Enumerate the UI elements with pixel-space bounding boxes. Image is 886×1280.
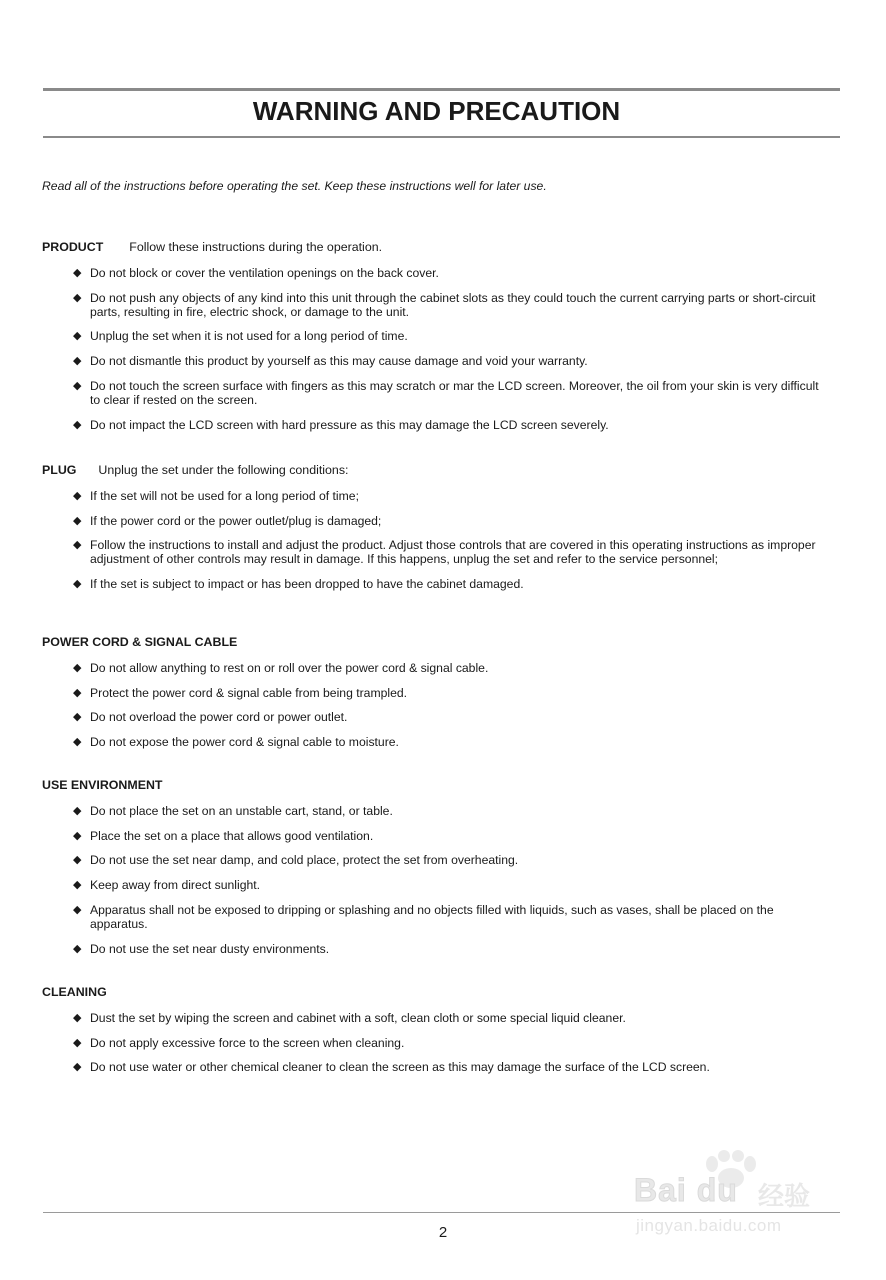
list-item: ◆ Protect the power cord & signal cable from being trampled.: [73, 685, 408, 700]
bullet-list: [42, 489, 822, 591]
diamond-bullet-icon: ◆: [73, 379, 82, 392]
list-item: ◆ If the set is subject to impact or has been dropped to have the cabinet damaged.: [73, 577, 524, 592]
heading-subtitle: Follow these instructions during the operation.: [129, 240, 383, 254]
heading-label: POWER CORD & SIGNAL CABLE: [42, 635, 238, 649]
diamond-bullet-icon: ◆: [73, 829, 82, 842]
diamond-bullet-icon: ◆: [73, 736, 82, 749]
diamond-bullet-icon: ◆: [73, 1036, 82, 1049]
list-item: ◆ Do not block or cover the ventilation openings on the back cover.: [73, 265, 439, 280]
diamond-bullet-icon: ◆: [73, 661, 82, 674]
list-item: ◆ Do not use the set near damp, and cold place, protect the set from overheating.: [73, 853, 519, 868]
list-item: ◆ Place the set on a place that allows good ventilation.: [73, 828, 374, 843]
list-item: ◆ Do not allow anything to rest on or roll over the power cord & signal cable.: [73, 660, 489, 675]
list-item: ◆ Dust the set by wiping the screen and cabinet with a soft, clean cloth or some special liquid cleaner.: [73, 1010, 626, 1025]
list-item: ◆ Unplug the set when it is not used for a long period of time.: [73, 329, 408, 344]
heading-label: USE ENVIRONMENT: [42, 778, 163, 792]
page-title: WARNING AND PRECAUTION: [252, 96, 621, 126]
section-cleaning: [42, 985, 822, 1074]
bullet-list: [42, 266, 822, 432]
list-item: ◆ Keep away from direct sunlight.: [73, 878, 261, 893]
bullet-list: [42, 1011, 822, 1075]
diamond-bullet-icon: ◆: [73, 291, 82, 304]
watermark-cn: 经验: [758, 1181, 811, 1211]
section-heading: [42, 985, 822, 1000]
section-power-cord: [42, 635, 822, 749]
diamond-bullet-icon: ◆: [73, 1061, 82, 1074]
list-item: ◆ Do not dismantle this product by yourself as this may cause damage and void your warranty.: [73, 354, 588, 369]
diamond-bullet-icon: ◆: [73, 539, 82, 552]
watermark-logo: Bai du: [634, 1172, 738, 1208]
diamond-bullet-icon: ◆: [73, 804, 82, 817]
list-item: ◆ Do not overload the power cord or power outlet.: [73, 710, 348, 725]
list-item: ◆ Do not use the set near dusty environments.: [73, 941, 330, 956]
bullet-list: [42, 661, 822, 749]
list-item: ◆ Do not place the set on an unstable cart, stand, or table.: [73, 803, 393, 818]
section-heading: [42, 463, 822, 478]
heading-subtitle: Unplug the set under the following conditions:: [98, 463, 349, 477]
list-item: ◆ Do not expose the power cord & signal cable to moisture.: [73, 735, 399, 750]
list-item: ◆ Do not push any objects of any kind into this unit through the cabinet slots as they could touch the current carrying parts or short-circuit parts, resulting in fire, electric shock, or damage to the unit.: [73, 290, 816, 319]
diamond-bullet-icon: ◆: [73, 514, 82, 527]
diamond-bullet-icon: ◆: [73, 330, 82, 343]
diamond-bullet-icon: ◆: [73, 578, 82, 591]
list-item: ◆ Do not impact the LCD screen with hard pressure as this may damage the LCD screen severely.: [73, 417, 609, 432]
list-item: ◆ Do not use water or other chemical cleaner to clean the screen as this may damage the surface of the LCD screen.: [73, 1060, 710, 1075]
intro-text: Read all of the instructions before operating the set. Keep these instructions well for later use.: [42, 179, 547, 193]
list-item: ◆ Do not apply excessive force to the screen when cleaning.: [73, 1035, 405, 1050]
list-item: ◆ If the power cord or the power outlet/plug is damaged;: [73, 513, 382, 528]
diamond-bullet-icon: ◆: [73, 266, 82, 279]
section-use-environment: [42, 778, 822, 956]
diamond-bullet-icon: ◆: [73, 942, 82, 955]
list-item: ◆ Apparatus shall not be exposed to dripping or splashing and no objects filled with liquids, such as vases, shall be placed on the apparatus.: [73, 902, 774, 931]
diamond-bullet-icon: ◆: [73, 711, 82, 724]
section-heading: [42, 778, 822, 793]
section-product: [42, 240, 822, 432]
heading-label: CLEANING: [42, 985, 107, 999]
diamond-bullet-icon: ◆: [73, 854, 82, 867]
section-plug: [42, 463, 822, 591]
heading-label: PLUG: [42, 463, 77, 477]
section-heading: [42, 240, 822, 255]
list-item: ◆ Follow the instructions to install and adjust the product. Adjust those controls that are covered in this operating instructions as improper adjustment of other controls may result in damage. If this happens, unplug the set and refer to the service personnel;: [73, 538, 816, 567]
diamond-bullet-icon: ◆: [73, 879, 82, 892]
title-underline: [43, 136, 840, 138]
diamond-bullet-icon: ◆: [73, 418, 82, 431]
watermark-url: jingyan.baidu.com: [636, 1216, 782, 1235]
section-heading: [42, 635, 822, 650]
list-item: ◆ Do not touch the screen surface with fingers as this may scratch or mar the LCD screen. Moreover, the oil from your skin is very difficult to clear if rested on the screen.: [73, 378, 819, 407]
diamond-bullet-icon: ◆: [73, 903, 82, 916]
heading-label: PRODUCT: [42, 240, 104, 254]
page-number: 2: [438, 1224, 448, 1241]
diamond-bullet-icon: ◆: [73, 686, 82, 699]
diamond-bullet-icon: ◆: [73, 1011, 82, 1024]
diamond-bullet-icon: ◆: [73, 489, 82, 502]
top-rule: [43, 88, 840, 91]
diamond-bullet-icon: ◆: [73, 355, 82, 368]
bullet-list: [42, 804, 822, 956]
footer-rule: [43, 1212, 840, 1213]
list-item: ◆ If the set will not be used for a long period of time;: [73, 488, 359, 503]
